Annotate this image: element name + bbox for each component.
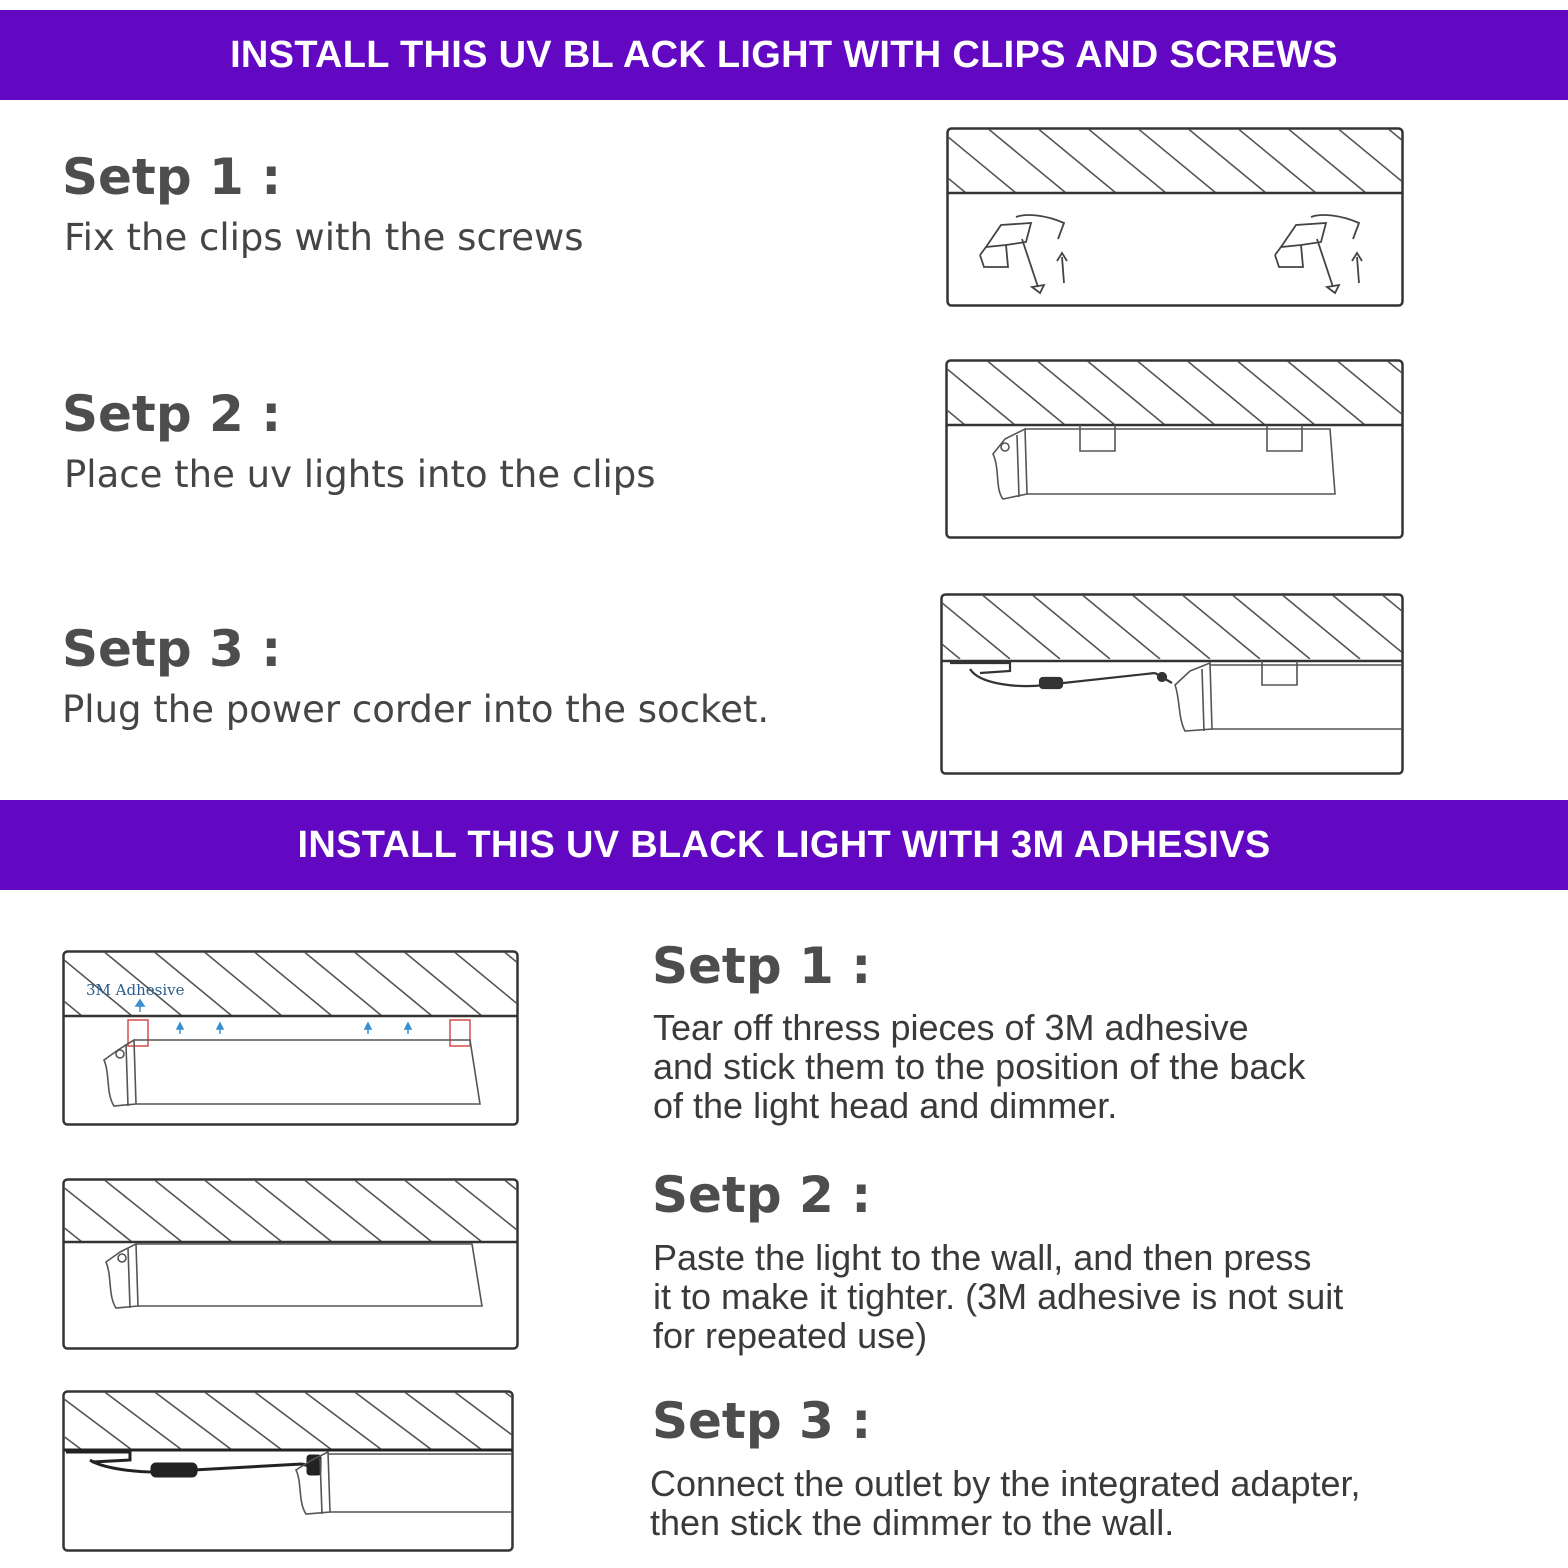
s2-step1-diagram (62, 950, 519, 1126)
s2-step2-desc (653, 1238, 1343, 1355)
s2-step2-title: Setp 2 : (652, 1166, 872, 1224)
s2-step1-title: Setp 1 : (652, 937, 872, 995)
s1-step3-diagram (940, 593, 1404, 775)
adhesive-label: 3M Adhesive (86, 981, 185, 999)
s1-step2-diagram (945, 359, 1404, 539)
s2-step3-line: then stick the dimmer to the wall. (650, 1502, 1175, 1543)
s1-step1-diagram (946, 127, 1404, 307)
s1-step3-desc: Plug the power corder into the socket. (62, 688, 770, 731)
s1-step1-title: Setp 1 : (62, 148, 282, 206)
s2-step1-line: Tear off thress pieces of 3M adhesive (653, 1007, 1249, 1048)
s2-step3-desc (650, 1464, 1361, 1542)
s1-step2-desc: Place the uv lights into the clips (64, 453, 656, 496)
s2-step2-line: Paste the light to the wall, and then press (653, 1237, 1312, 1278)
section1-banner: INSTALL THIS UV BL ACK LIGHT WITH CLIPS AND SCREWS (0, 10, 1568, 100)
s2-step3-title: Setp 3 : (652, 1392, 872, 1450)
s2-step2-diagram (62, 1178, 519, 1350)
s2-step2-line: it to make it tighter. (3M adhesive is not suit (653, 1276, 1344, 1317)
s1-step2-title: Setp 2 : (62, 385, 282, 443)
s2-step3-diagram (62, 1390, 514, 1552)
s1-step1-desc: Fix the clips with the screws (64, 216, 584, 259)
s2-step2-line: for repeated use) (653, 1315, 928, 1356)
s2-step1-line: and stick them to the position of the back (653, 1046, 1306, 1087)
s2-step1-desc (653, 1008, 1305, 1125)
s2-step3-line: Connect the outlet by the integrated adapter, (650, 1463, 1361, 1504)
s1-step3-title: Setp 3 : (62, 620, 282, 678)
section2-banner: INSTALL THIS UV BLACK LIGHT WITH 3M ADHESIVS (0, 800, 1568, 890)
s2-step1-line: of the light head and dimmer. (653, 1085, 1118, 1126)
